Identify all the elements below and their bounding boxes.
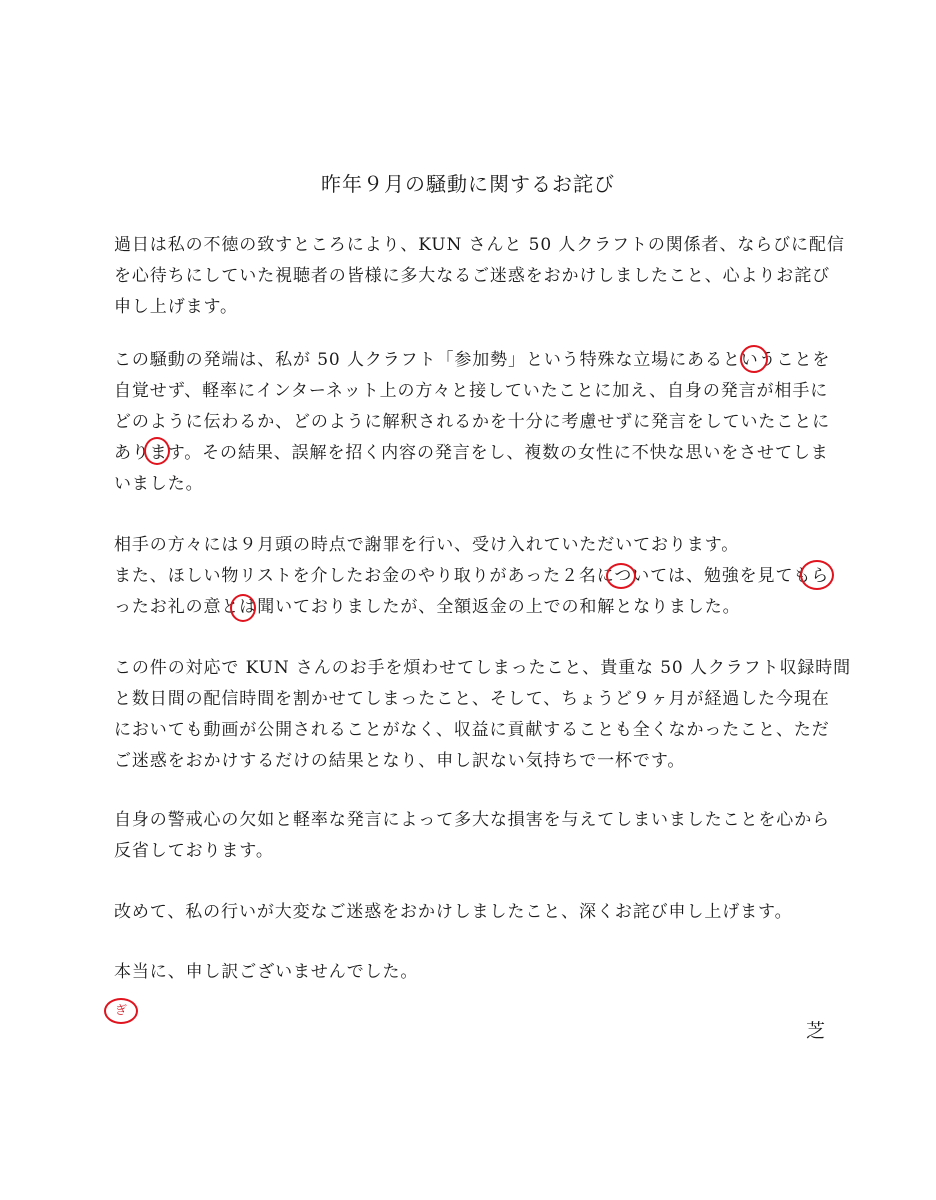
paragraph-line: 改めて、私の行いが大変なご迷惑をおかけしましたこと、深くお詫び申し上げます。 [114, 902, 793, 922]
red-circle-annotation [144, 437, 170, 465]
paragraph-line: いました。 [114, 474, 204, 494]
paragraph-line: 申し上げます。 [114, 297, 238, 317]
paragraph-1 [114, 230, 845, 323]
paragraph-7 [114, 957, 836, 988]
paragraph-line: 反省しております。 [114, 841, 274, 861]
paragraph-line: また、ほしい物リストを介したお金のやり取りがあった２名については、勉強を見てもら [114, 566, 830, 586]
document-title: 昨年９月の騒動に関するお詫び [321, 172, 615, 196]
paragraph-6 [114, 897, 836, 928]
red-circle-annotation [230, 594, 256, 622]
paragraph-line: あります。その結果、誤解を招く内容の発言をし、複数の女性に不快な思いをさせてしま [114, 443, 829, 463]
paragraph-5 [114, 805, 836, 867]
red-circle-annotation [800, 560, 834, 590]
signature: 芝 [806, 1020, 826, 1042]
paragraph-line: 自身の警戒心の欠如と軽率な発言によって多大な損害を与えてしまいましたことを心から [114, 810, 830, 830]
paragraph-3 [114, 530, 836, 623]
paragraph-line: どのように伝わるか、どのように解釈されるかを十分に考慮せずに発言をしていたことに [114, 412, 830, 432]
paragraph-line: この騒動の発端は、私が 50 人クラフト「参加勢」という特殊な立場にあるということを [114, 350, 831, 370]
paragraph-line: この件の対応で KUN さんのお手を煩わせてしまったこと、貴重な 50 人クラフト収録時間 [114, 658, 852, 678]
paragraph-line: においても動画が公開されることがなく、収益に貢献することも全くなかったこと、ただ [114, 720, 830, 740]
paragraph-4 [114, 653, 852, 777]
paragraph-line: 相手の方々には９月頭の時点で謝罪を行い、受け入れていただいております。 [114, 535, 740, 555]
red-circle-annotation [740, 345, 768, 373]
paragraph-2 [114, 345, 836, 500]
paragraph-line: と数日間の配信時間を割かせてしまったこと、そして、ちょうど９ヶ月が経過した今現在 [114, 689, 830, 709]
paragraph-line: ご迷惑をおかけするだけの結果となり、申し訳ない気持ちで一杯です。 [114, 751, 686, 771]
paragraph-line: を心待ちにしていた視聴者の皆様に多大なるご迷惑をおかけしましたこと、心よりお詫び [114, 266, 830, 286]
red-circle-annotation [606, 563, 636, 589]
paragraph-line: ったお礼の意とは聞いておりましたが、全額返金の上での和解となりました。 [114, 597, 741, 617]
handwritten-note: ぎ [104, 998, 138, 1024]
paragraph-line: 過日は私の不徳の致すところにより、KUN さんと 50 人クラフトの関係者、ならびに配信 [114, 235, 845, 255]
paragraph-line: 自覚せず、軽率にインターネット上の方々と接していたことに加え、自身の発言が相手に [114, 381, 829, 401]
paragraph-line: 本当に、申し訳ございませんでした。 [114, 962, 419, 982]
